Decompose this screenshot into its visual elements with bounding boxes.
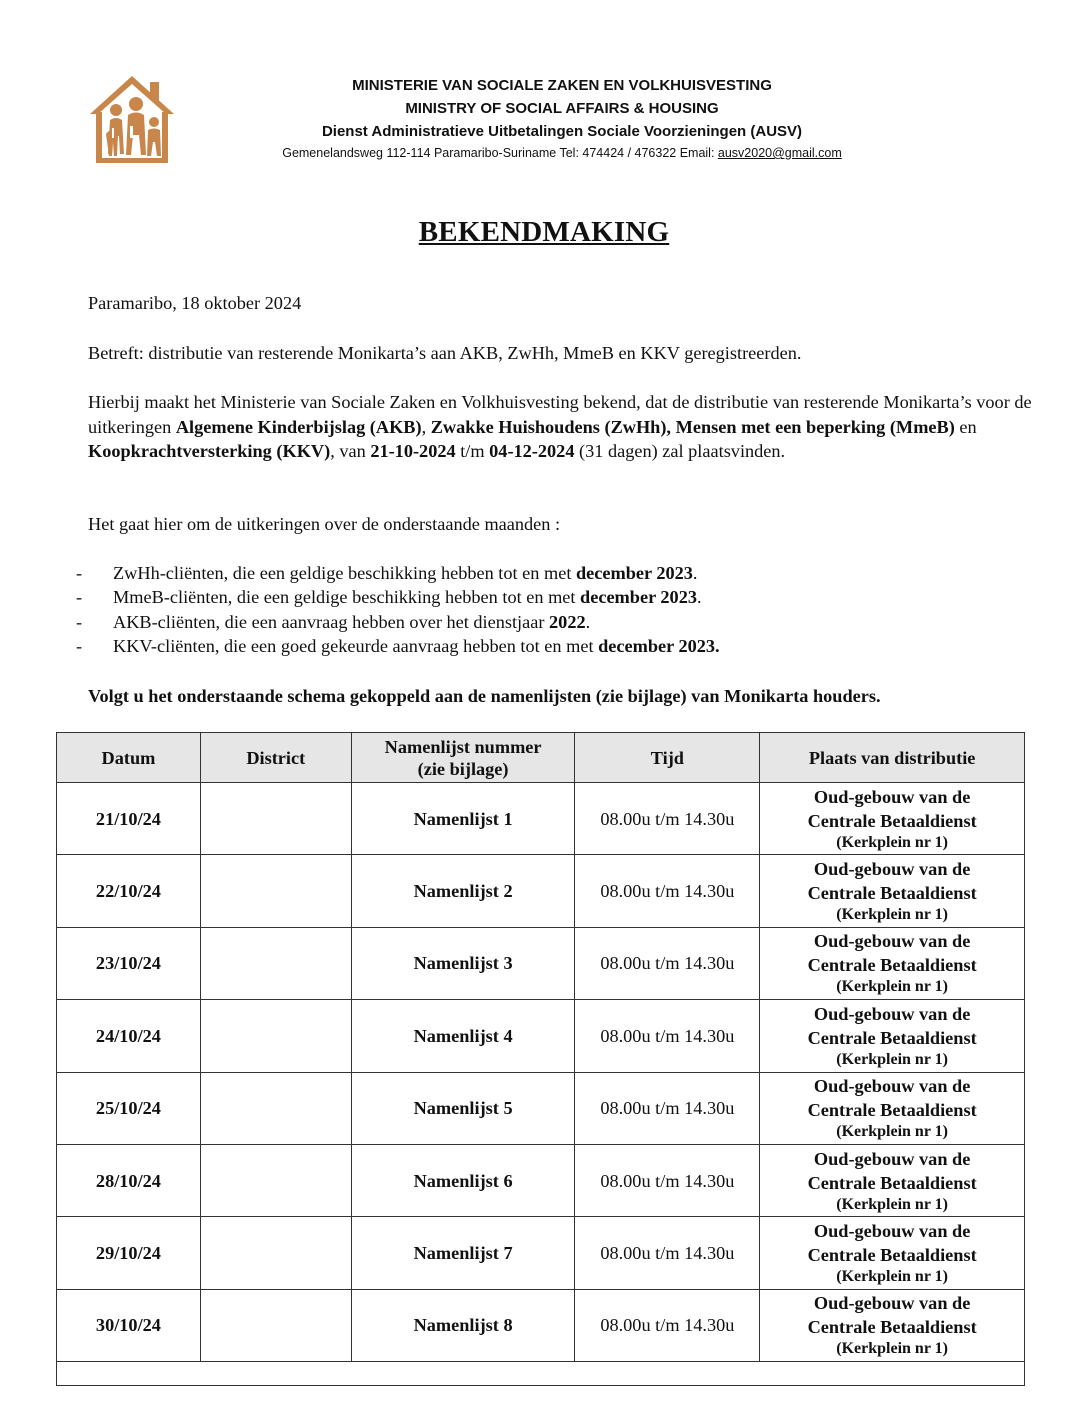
cell-plaats bbox=[760, 855, 1025, 927]
list-item-text: MmeB-cliënten, die een geldige beschikking hebben tot en met bbox=[113, 587, 581, 608]
column-header-tijd: Tijd bbox=[575, 733, 760, 783]
cell-tijd: 08.00u t/m 14.30u bbox=[575, 1072, 760, 1144]
header-line: Namenlijst nummer bbox=[384, 736, 542, 757]
ministry-name-en: MINISTRY OF SOCIAL AFFAIRS & HOUSING bbox=[405, 100, 719, 117]
place-line: Centrale Betaaldienst bbox=[807, 1172, 977, 1193]
cell-plaats bbox=[760, 927, 1025, 999]
place-line: Centrale Betaaldienst bbox=[807, 1100, 977, 1121]
list-item-bold: 2022 bbox=[549, 611, 586, 632]
list-item-bold: december 2023 bbox=[575, 563, 693, 583]
cell-datum: 30/10/24 bbox=[57, 1289, 201, 1361]
cell-datum: 28/10/24 bbox=[57, 1144, 201, 1216]
place-line: Centrale Betaaldienst bbox=[807, 1317, 977, 1338]
letterhead bbox=[220, 74, 904, 162]
intro-text: t/m bbox=[455, 441, 490, 461]
table-row bbox=[57, 927, 1025, 999]
cell-datum: 25/10/24 bbox=[57, 1072, 201, 1144]
place-line: Centrale Betaaldienst bbox=[807, 810, 977, 831]
intro-end-date: 04-12-2024 bbox=[489, 441, 575, 461]
cell-plaats bbox=[760, 1289, 1025, 1361]
place-line: Centrale Betaaldienst bbox=[807, 1245, 977, 1266]
list-item-text: KKV-cliënten, die een goed gekeurde aanvraag hebben tot en met bbox=[113, 635, 599, 656]
intro-bold-kkv: Koopkrachtversterking (KKV) bbox=[88, 441, 331, 461]
place-address: (Kerkplein nr 1) bbox=[836, 906, 948, 924]
cell-datum: 24/10/24 bbox=[57, 1000, 201, 1072]
list-item-bold: december 2023. bbox=[598, 635, 720, 656]
place-address: (Kerkplein nr 1) bbox=[836, 978, 948, 996]
place-line: Oud-gebouw van de bbox=[813, 1148, 971, 1169]
place-line: Oud-gebouw van de bbox=[813, 859, 971, 880]
list-item bbox=[76, 610, 1036, 634]
place-line: Oud-gebouw van de bbox=[813, 931, 971, 952]
cell-namenlijst: Namenlijst 1 bbox=[351, 783, 575, 855]
table-row-empty bbox=[57, 1362, 1025, 1386]
list-item bbox=[76, 585, 1036, 609]
table-row bbox=[57, 783, 1025, 855]
page-title: BEKENDMAKING bbox=[418, 216, 670, 248]
cell-plaats bbox=[760, 1072, 1025, 1144]
cell-datum: 21/10/24 bbox=[57, 783, 201, 855]
cell-datum: 29/10/24 bbox=[57, 1217, 201, 1289]
cell-tijd: 08.00u t/m 14.30u bbox=[575, 783, 760, 855]
cell-plaats bbox=[760, 783, 1025, 855]
department-name: Dienst Administratieve Uitbetalingen Sociale Voorzieningen (AUSV) bbox=[321, 123, 803, 140]
place-address: (Kerkplein nr 1) bbox=[836, 1050, 948, 1068]
table-row bbox=[57, 1217, 1025, 1289]
cell-plaats bbox=[760, 1217, 1025, 1289]
column-header-district: District bbox=[200, 733, 351, 783]
place-line: Oud-gebouw van de bbox=[813, 1221, 971, 1242]
list-item-end: . bbox=[585, 611, 591, 632]
table-header-row bbox=[57, 733, 1025, 783]
cell-tijd: 08.00u t/m 14.30u bbox=[575, 1289, 760, 1361]
contact-line bbox=[220, 144, 904, 162]
empty-cell bbox=[57, 1362, 1025, 1386]
cell-namenlijst: Namenlijst 3 bbox=[351, 927, 575, 999]
client-list bbox=[76, 561, 1036, 658]
email-link[interactable]: ausv2020@gmail.com bbox=[717, 146, 842, 160]
cell-namenlijst: Namenlijst 4 bbox=[351, 1000, 575, 1072]
list-item bbox=[76, 561, 1036, 585]
bullet-dash: - bbox=[76, 563, 83, 583]
cell-district bbox=[200, 927, 351, 999]
bullet-dash: - bbox=[76, 611, 83, 632]
table-row bbox=[57, 1000, 1025, 1072]
intro-text: en bbox=[954, 416, 977, 437]
distribution-schedule-table bbox=[56, 732, 1025, 1386]
place-line: Oud-gebouw van de bbox=[813, 786, 971, 807]
place-address: (Kerkplein nr 1) bbox=[836, 833, 948, 851]
list-item bbox=[76, 634, 1036, 658]
cell-district bbox=[200, 1289, 351, 1361]
intro-paragraph bbox=[88, 390, 1038, 464]
place-line: Oud-gebouw van de bbox=[813, 1076, 971, 1097]
cell-district bbox=[200, 1144, 351, 1216]
table-row bbox=[57, 1144, 1025, 1216]
cell-tijd: 08.00u t/m 14.30u bbox=[575, 855, 760, 927]
intro-bold-akb: Algemene Kinderbijslag (AKB) bbox=[175, 416, 422, 437]
cell-district bbox=[200, 783, 351, 855]
cell-namenlijst: Namenlijst 6 bbox=[351, 1144, 575, 1216]
cell-datum: 23/10/24 bbox=[57, 927, 201, 999]
cell-plaats bbox=[760, 1000, 1025, 1072]
cell-district bbox=[200, 855, 351, 927]
bullet-dash: - bbox=[76, 635, 83, 656]
ministry-logo-icon bbox=[86, 70, 178, 168]
cell-namenlijst: Namenlijst 2 bbox=[351, 855, 575, 927]
table-row bbox=[57, 1289, 1025, 1361]
cell-datum: 22/10/24 bbox=[57, 855, 201, 927]
list-item-end: . bbox=[696, 587, 702, 608]
header-line: (zie bijlage) bbox=[417, 758, 509, 779]
place-line: Centrale Betaaldienst bbox=[807, 955, 977, 976]
list-item-text: ZwHh-cliënten, die een geldige beschikking hebben tot en met bbox=[113, 563, 576, 583]
column-header-datum: Datum bbox=[57, 733, 201, 783]
schedule-instruction: Volgt u het onderstaande schema gekoppeld aan de namenlijsten (zie bijlage) van Monikarta houders. bbox=[88, 686, 881, 706]
place-line: Centrale Betaaldienst bbox=[807, 1027, 977, 1048]
intro-text: Hierbij maakt het Ministerie van Sociale Zaken en Volkhuisvesting bekend, dat de distributie van resterende Monikarta’s voor de uitkeringen bbox=[88, 392, 1032, 437]
place-line: Oud-gebouw van de bbox=[813, 1293, 971, 1314]
column-header-plaats: Plaats van distributie bbox=[760, 733, 1025, 783]
months-intro: Het gaat hier om de uitkeringen over de onderstaande maanden : bbox=[88, 514, 561, 534]
ministry-name-nl: MINISTERIE VAN SOCIALE ZAKEN EN VOLKHUISVESTING bbox=[352, 77, 772, 94]
place-address: (Kerkplein nr 1) bbox=[836, 1340, 948, 1358]
cell-tijd: 08.00u t/m 14.30u bbox=[575, 1217, 760, 1289]
list-item-text: AKB-cliënten, die een aanvraag hebben over het dienstjaar bbox=[113, 611, 550, 632]
intro-bold-zwhh-mmeb: Zwakke Huishoudens (ZwHh), Mensen met een beperking (MmeB) bbox=[430, 416, 955, 437]
cell-tijd: 08.00u t/m 14.30u bbox=[575, 1144, 760, 1216]
address-text: Gemenelandsweg 112-114 Paramaribo-Suriname Tel: 474424 / 476322 Email: bbox=[282, 146, 718, 160]
cell-namenlijst: Namenlijst 7 bbox=[351, 1217, 575, 1289]
list-item-end: . bbox=[692, 563, 698, 583]
place-address: (Kerkplein nr 1) bbox=[836, 1268, 948, 1286]
table-row bbox=[57, 1072, 1025, 1144]
bullet-dash: - bbox=[76, 587, 83, 608]
cell-tijd: 08.00u t/m 14.30u bbox=[575, 1000, 760, 1072]
subject-line: Betreft: distributie van resterende Monikarta’s aan AKB, ZwHh, MmeB en KKV geregistreerden. bbox=[88, 343, 802, 363]
list-item-bold: december 2023 bbox=[580, 587, 697, 608]
intro-text: (31 dagen) zal plaatsvinden. bbox=[574, 441, 786, 461]
place-line: Centrale Betaaldienst bbox=[807, 883, 977, 904]
cell-namenlijst: Namenlijst 8 bbox=[351, 1289, 575, 1361]
table-row bbox=[57, 855, 1025, 927]
intro-text: , van bbox=[330, 441, 371, 461]
cell-district bbox=[200, 1217, 351, 1289]
date-line: Paramaribo, 18 oktober 2024 bbox=[88, 293, 302, 313]
place-line: Oud-gebouw van de bbox=[813, 1003, 971, 1024]
cell-district bbox=[200, 1072, 351, 1144]
cell-namenlijst: Namenlijst 5 bbox=[351, 1072, 575, 1144]
cell-plaats bbox=[760, 1144, 1025, 1216]
place-address: (Kerkplein nr 1) bbox=[836, 1123, 948, 1141]
intro-text: , bbox=[421, 416, 431, 437]
column-header-namenlijst bbox=[351, 733, 575, 783]
place-address: (Kerkplein nr 1) bbox=[836, 1195, 948, 1213]
intro-start-date: 21-10-2024 bbox=[370, 441, 456, 461]
cell-district bbox=[200, 1000, 351, 1072]
cell-tijd: 08.00u t/m 14.30u bbox=[575, 927, 760, 999]
